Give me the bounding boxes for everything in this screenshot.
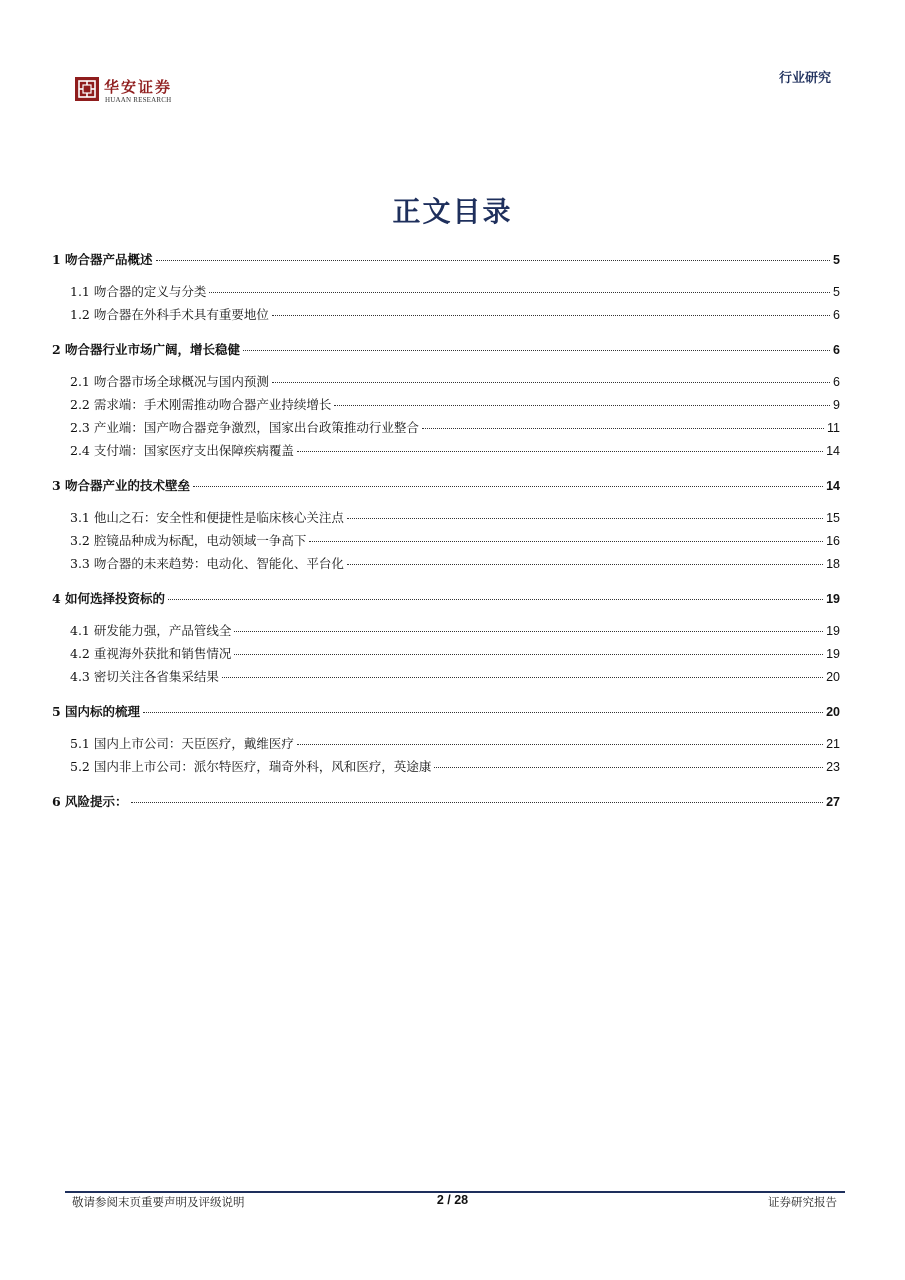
toc-title: 正文目录 (392, 195, 513, 228)
toc-subsection-entry[interactable] (70, 372, 840, 392)
toc-subsection-entry[interactable] (70, 418, 840, 438)
toc-entry-page: 19 (826, 647, 840, 661)
toc-subsection-entry[interactable] (70, 282, 840, 302)
toc-entry-page: 16 (826, 534, 840, 548)
toc-dot-leader (131, 802, 824, 803)
toc-entry-label: 2.2 需求端：手术刚需推动吻合器产业持续增长 (70, 397, 332, 412)
toc-entry-page: 19 (826, 592, 840, 606)
toc-entry-page: 6 (833, 343, 840, 357)
toc-entry-label: 2 吻合器行业市场广阔，增长稳健 (52, 342, 241, 357)
toc-entry-page: 6 (833, 375, 840, 389)
toc-entry-label: 4.3 密切关注各省集采结果 (70, 669, 219, 684)
logo-mark-icon (74, 76, 100, 102)
toc-entry-page: 23 (826, 760, 840, 774)
toc-entry-page: 6 (833, 308, 840, 322)
toc-dot-leader (222, 677, 823, 678)
toc-dot-leader (309, 541, 823, 542)
toc-subsection-entry[interactable] (70, 441, 840, 461)
toc-section-entry[interactable] (52, 250, 840, 270)
toc-entry-label: 2.3 产业端：国产吻合器竞争激烈，国家出台政策推动行业整合 (70, 420, 419, 435)
toc-dot-leader (297, 744, 823, 745)
toc-entry-page: 20 (826, 705, 840, 719)
toc-section-entry[interactable] (52, 340, 840, 360)
footer-report-type: 证券研究报告 (768, 1195, 837, 1209)
toc-subsection-entry[interactable] (70, 305, 840, 325)
footer-page-number: 2 / 28 (436, 1193, 469, 1207)
toc-dot-leader (168, 599, 823, 600)
toc-subsection-entry[interactable] (70, 508, 840, 528)
toc-entry-page: 21 (826, 737, 840, 751)
toc-dot-leader (347, 564, 823, 565)
toc-dot-leader (334, 405, 830, 406)
toc-dot-leader (234, 654, 823, 655)
toc-subsection-entry[interactable] (70, 621, 840, 641)
toc-subsection-entry[interactable] (70, 757, 840, 777)
toc-dot-leader (297, 451, 823, 452)
toc-entry-page: 11 (827, 421, 840, 435)
toc-subsection-entry[interactable] (70, 644, 840, 664)
footer-disclaimer: 敬请参阅末页重要声明及评级说明 (72, 1195, 245, 1209)
toc-entry-label: 1.1 吻合器的定义与分类 (70, 284, 207, 299)
toc-subsection-entry[interactable] (70, 395, 840, 415)
toc-dot-leader (156, 260, 830, 261)
page-header (0, 0, 905, 120)
toc-entry-label: 2.4 支付端：国家医疗支出保障疾病覆盖 (70, 443, 294, 458)
logo-english-name: HUAAN RESEARCH (105, 96, 172, 104)
toc-entry-label: 5 国内标的梳理 (52, 704, 141, 719)
toc-entry-label: 2.1 吻合器市场全球概况与国内预测 (70, 374, 269, 389)
toc-dot-leader (143, 712, 823, 713)
toc-subsection-entry[interactable] (70, 667, 840, 687)
toc-dot-leader (347, 518, 823, 519)
toc-entry-page: 14 (826, 444, 840, 458)
toc-entry-page: 18 (826, 557, 840, 571)
toc-section-entry[interactable] (52, 589, 840, 609)
toc-entry-page: 14 (826, 479, 840, 493)
company-logo (74, 76, 204, 108)
toc-entry-page: 9 (833, 398, 840, 412)
toc-entry-page: 20 (826, 670, 840, 684)
toc-section-entry[interactable] (52, 702, 840, 722)
toc-dot-leader (272, 315, 830, 316)
toc-subsection-entry[interactable] (70, 734, 840, 754)
toc-entry-label: 3.2 腔镜品种成为标配，电动领域一争高下 (70, 533, 307, 548)
toc-subsection-entry[interactable] (70, 554, 840, 574)
toc-entry-label: 3.3 吻合器的未来趋势：电动化、智能化、平台化 (70, 556, 344, 571)
toc-entry-page: 27 (826, 795, 840, 809)
toc-dot-leader (209, 292, 830, 293)
toc-dot-leader (243, 350, 830, 351)
toc-entry-page: 5 (833, 253, 840, 267)
logo-chinese-name: 华安证券 (104, 78, 173, 96)
toc-entry-label: 6 风险提示： (52, 794, 128, 809)
toc-entry-label: 4.1 研发能力强，产品管线全 (70, 623, 232, 638)
toc-entry-label: 5.1 国内上市公司：天臣医疗，戴维医疗 (70, 736, 294, 751)
toc-subsection-entry[interactable] (70, 531, 840, 551)
toc-entry-page: 19 (826, 624, 840, 638)
toc-entry-label: 5.2 国内非上市公司：派尔特医疗，瑞奇外科，风和医疗，英途康 (70, 759, 432, 774)
toc-section-entry[interactable] (52, 476, 840, 496)
toc-entry-label: 1.2 吻合器在外科手术具有重要地位 (70, 307, 269, 322)
toc-dot-leader (422, 428, 824, 429)
toc-entry-page: 15 (826, 511, 840, 525)
toc-entry-page: 5 (833, 285, 840, 299)
document-type: 行业研究 (778, 71, 831, 86)
toc-entry-label: 3.1 他山之石：安全性和便捷性是临床核心关注点 (70, 510, 344, 525)
toc-entry-label: 1 吻合器产品概述 (52, 252, 153, 267)
toc-entry-label: 4 如何选择投资标的 (52, 591, 166, 606)
toc-dot-leader (193, 486, 823, 487)
toc-entry-label: 4.2 重视海外获批和销售情况 (70, 646, 232, 661)
toc-dot-leader (234, 631, 823, 632)
toc-dot-leader (272, 382, 830, 383)
toc-dot-leader (434, 767, 823, 768)
toc-section-entry[interactable] (52, 792, 840, 812)
toc-entry-label: 3 吻合器产业的技术壁垒 (52, 478, 191, 493)
